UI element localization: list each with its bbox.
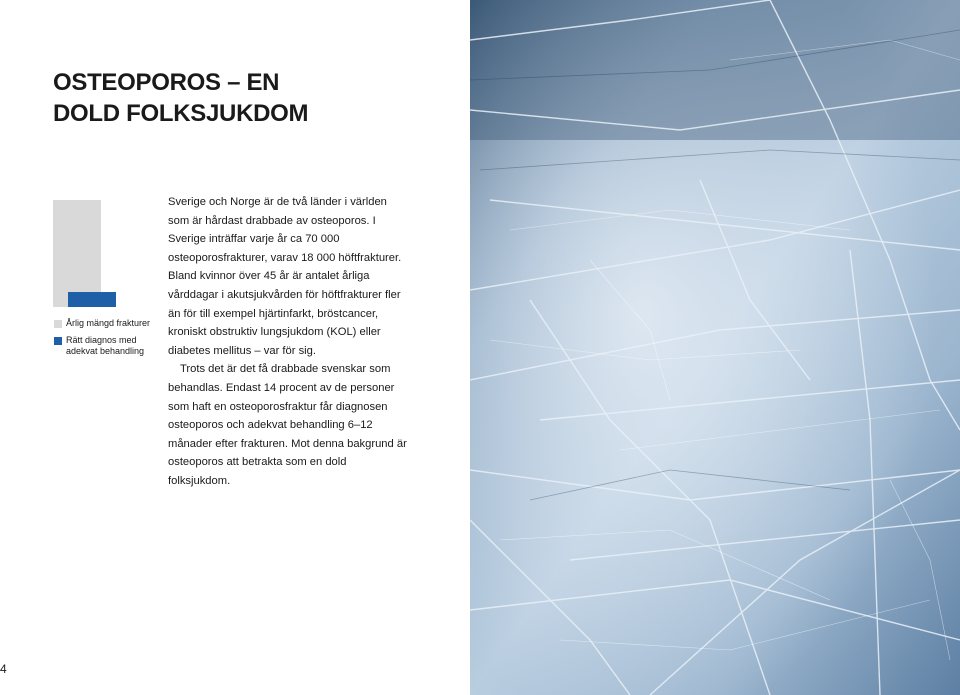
bar-annual-fractures [53, 200, 101, 307]
title-line-1: OSTEOPOROS – EN [53, 69, 280, 96]
ice-cracks-icon [470, 0, 960, 695]
chart-legend [54, 318, 156, 363]
legend-swatch-gray-icon [54, 320, 62, 328]
text-page [0, 0, 470, 695]
page-title [53, 67, 308, 129]
paragraph-1: Sverige och Norge är de två länder i världen som är hårdast drabbade av osteoporos. I Sverige inträffar varje år ca 70 000 osteoporosfrakturer, varav 18 000 höftfrakturer. Bland kvinnor över 45 år är antalet årliga vårddagar i akutsjukvården för höftfrakturer fler än för till exempel hjärtinfarkt, bröstcancer, kroniskt obstruktiv lungsjukdom (KOL) eller diabetes mellitus – var för sig. [168, 196, 402, 357]
legend-item-treatment [54, 335, 156, 357]
title-line-2: DOLD FOLKSJUKDOM [53, 100, 309, 127]
legend-label-treatment: Rätt diagnos med adekvat behandling [66, 335, 145, 356]
paragraph-2: Trots det är det få drabbade svenskar som behandlas. Endast 14 procent av de personer som haft en osteoporosfraktur får diagnosen osteoporos och adekvat behandling 6–12 månader efter frakturen. Mot denna bakgrund är osteoporos att betrakta som en dold folksjukdom. [168, 363, 407, 487]
bar-correct-diagnosis [68, 292, 116, 307]
legend-item-fractures [54, 318, 156, 329]
ice-cracks-photo [470, 0, 960, 695]
legend-swatch-blue-icon [54, 337, 62, 345]
page-number: 4 [0, 662, 7, 676]
legend-label-fractures: Årlig mängd frakturer [66, 318, 151, 328]
body-text [168, 193, 408, 491]
